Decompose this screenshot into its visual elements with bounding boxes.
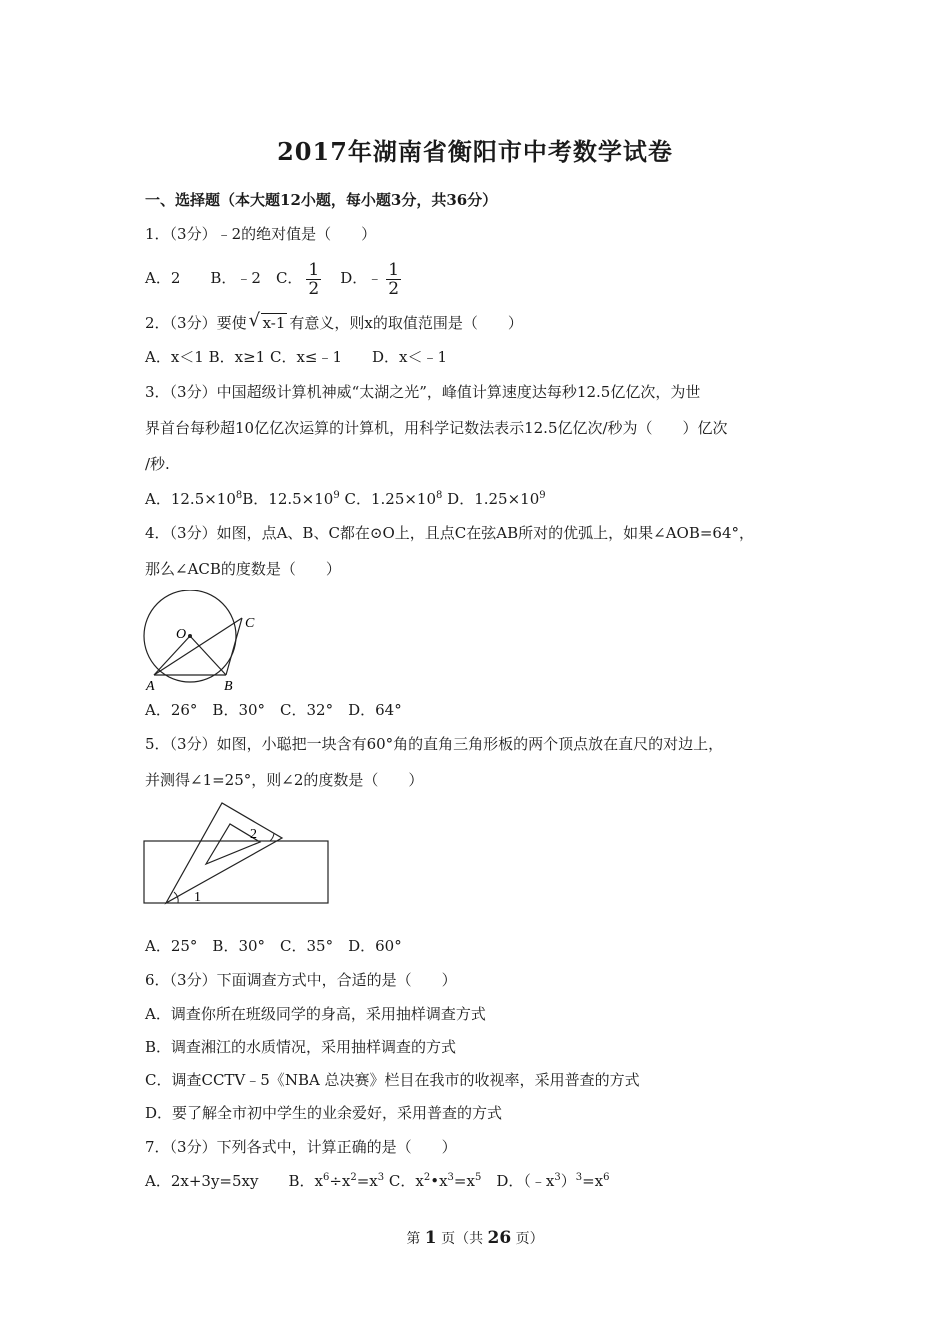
section-heading: 一、选择题（本大题12小题，每小题3分，共36分） [145,191,498,209]
q1-options-ab: A．2 B．﹣2 C． [145,269,303,287]
total-pages: 26 [487,1228,512,1248]
q7-text: ÷x [329,1172,351,1190]
question-2-options: A．x＜1 B．x≥1 C．x≤﹣1 D．x＜﹣1 [145,348,448,366]
exponent: 8 [436,490,443,501]
q3-option-d: D．1.25×10 [442,490,540,508]
page-number: 1 [424,1228,437,1248]
q2-stem-post: 有意义，则x的取值范围是（ ） [289,314,523,332]
radicand: x-1 [262,314,286,332]
question-3-options [145,489,546,509]
q7-text: =x [582,1172,604,1190]
label-angle-2: 2 [250,827,257,842]
question-6-option-d: D．要了解全市初中学生的业余爱好，采用普查的方式 [145,1104,503,1122]
question-5-line1: 5．（3分）如图，小聪把一块含有60°角的直角三角形板的两个顶点放在直尺的对边上， [145,735,724,753]
label-o: O [176,627,187,642]
exponent: 3 [377,1172,385,1183]
radical-sign-icon: √ [248,310,261,331]
q7-text: ） [560,1172,576,1190]
footer-pre: 第 [406,1231,421,1247]
frac-numerator: 1 [308,259,320,280]
question-2-stem [145,310,523,333]
exponent: 5 [474,1172,482,1183]
ruler-triangle-figure [140,800,335,910]
frac-denominator: 2 [388,278,400,299]
question-6-option-c: C．调查CCTV﹣5《NBA 总决赛》栏目在我市的收视率，采用普查的方式 [145,1071,640,1089]
question-4-line1: 4．（3分）如图，点A、B、C都在⊙O上，且点C在弦AB所对的优弧上，如果∠AOB=64°， [145,524,754,542]
footer-mid: 页（共 [441,1231,484,1247]
question-4-options: A．26° B．30° C．32° D．64° [145,701,402,719]
footer-post: 页） [515,1231,544,1247]
question-3-line3: /秒. [145,455,170,473]
label-c: C [245,616,255,631]
q3-option-c: C．1.25×10 [339,490,437,508]
exponent: 3 [575,1172,583,1183]
radius-ob [190,636,226,675]
question-3-line1: 3．（3分）中国超级计算机神威“太湖之光”，峰值计算速度达每秒12.5亿亿次，为世 [145,383,701,401]
q7-options-ab: A．2x+3y=5xy B．x [145,1172,323,1190]
exponent: 2 [423,1172,431,1183]
q1-fraction-d [386,261,401,298]
q7-text: =x [356,1172,378,1190]
question-7-options [145,1171,610,1191]
question-7-stem: 7．（3分）下列各式中，计算正确的是（ ） [145,1138,457,1156]
q1-option-d-prefix: D． [325,269,368,287]
question-6-option-a: A．调查你所在班级同学的身高，采用抽样调查方式 [145,1005,486,1023]
label-a: A [146,679,155,694]
label-angle-1: 1 [194,890,201,905]
q7-text: =x [453,1172,475,1190]
sqrt-expression [248,310,288,333]
question-1-stem: 1．（3分）﹣2的绝对值是（ ） [145,225,377,243]
triangle-outer [166,803,282,903]
question-4-line2: 那么∠ACB的度数是（ ） [145,560,341,578]
exponent: 3 [554,1172,561,1183]
q1-fraction-c [306,261,321,298]
exponent: 9 [539,490,546,501]
frac-denominator: 2 [308,278,320,299]
q2-stem-pre: 2．（3分）要使 [145,314,247,332]
q7-option-c: C．x [384,1172,424,1190]
exponent: 9 [333,490,340,501]
question-6-option-b: B．调查湘江的水质情况，采用抽样调查的方式 [145,1038,457,1056]
page-footer [0,1228,950,1248]
exponent: 6 [603,1172,610,1183]
angle-2-arc [270,833,274,841]
q3-option-a: A．12.5×10 [145,490,236,508]
question-6-stem: 6．（3分）下面调查方式中，合适的是（ ） [145,971,457,989]
exponent: 3 [447,1172,454,1183]
circle-figure [138,590,268,695]
q7-option-d: D．（﹣x [481,1172,555,1190]
question-5-line2: 并测得∠1=25°，则∠2的度数是（ ） [145,771,424,789]
center-point [188,634,192,638]
exponent: 6 [322,1172,330,1183]
frac-numerator: 1 [388,259,400,280]
exponent: 8 [235,490,243,501]
page-title: 2017年湖南省衡阳市中考数学试卷 [277,137,673,166]
q7-text: •x [430,1172,448,1190]
question-3-line2: 界首台每秒超10亿亿次运算的计算机，用科学记数法表示12.5亿亿次/秒为（ ）亿次 [145,419,728,437]
question-5-options: A．25° B．30° C．35° D．60° [145,937,402,955]
question-1-options: A．2 B．﹣2 C． $\frac{1}{2}$ D．﹣ $\frac{1}{2}$ [145,259,400,299]
q3-option-b: B．12.5×10 [242,490,334,508]
label-b: B [224,679,233,694]
exponent: 2 [350,1172,357,1183]
